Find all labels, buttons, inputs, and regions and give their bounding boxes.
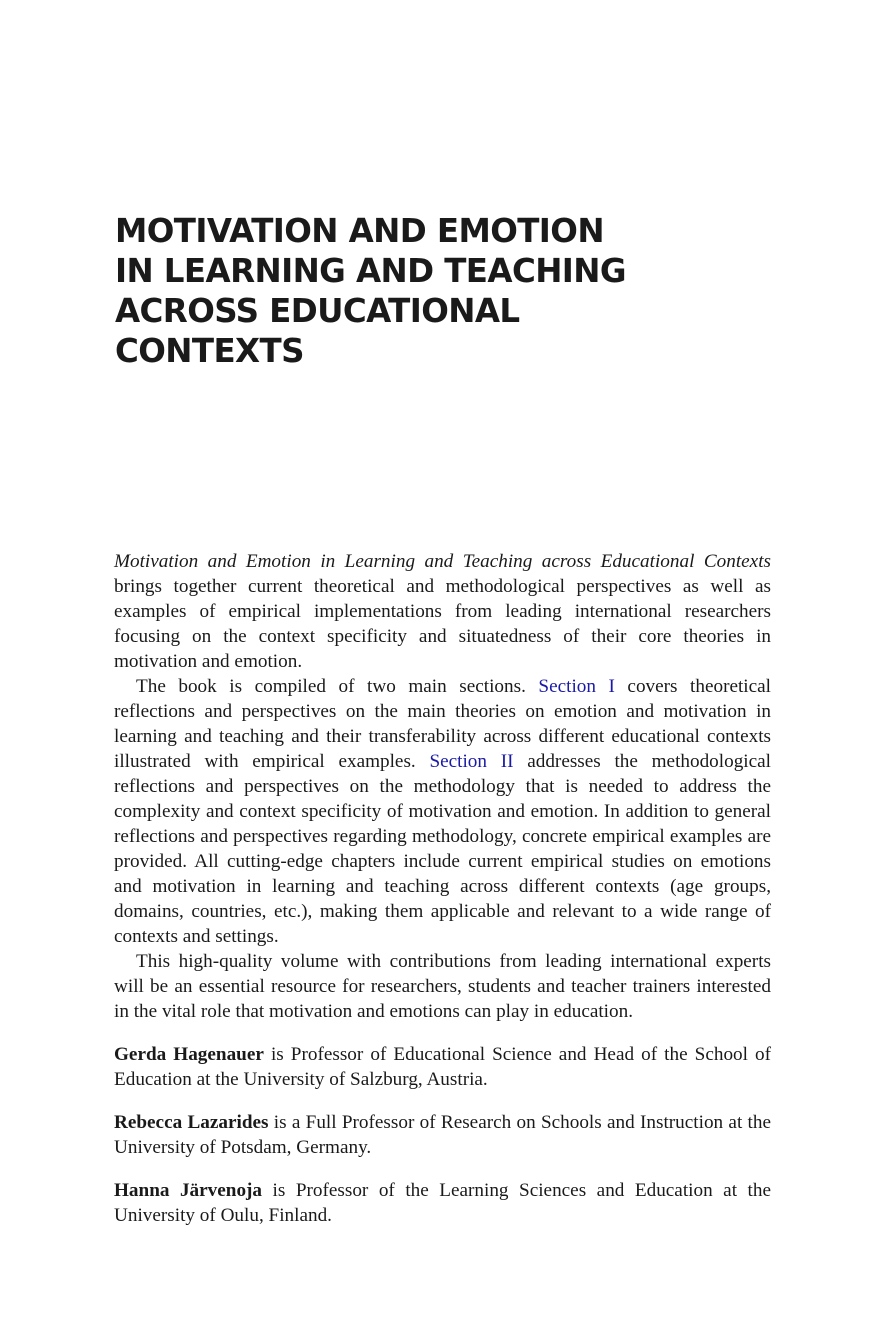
author-bio-lazarides <box>114 1110 771 1160</box>
description-paragraph-2 <box>114 674 771 949</box>
description-paragraph-3: This high-quality volume with contributions from leading international experts will be an essential resource for researchers, students and teacher trainers interested in the vital role that motivation and emotions can play in education. <box>114 951 771 1022</box>
title-line: MOTIVATION AND EMOTION <box>115 212 604 250</box>
author-bio-text: is a Full Professor of Research on Schools and Instruction at the University of Potsdam, Germany. <box>114 1112 771 1158</box>
title-line: IN LEARNING AND TEACHING <box>115 252 626 290</box>
author-name: Hanna Järvenoja <box>114 1180 263 1201</box>
author-bio-hagenauer <box>114 1042 771 1092</box>
description-text: The book is compiled of two main sections. <box>136 676 539 697</box>
section-2-link[interactable]: Section II <box>429 751 514 772</box>
author-bio-text: is Professor of the Learning Sciences and Education at the University of Oulu, Finland. <box>114 1180 771 1226</box>
book-title <box>115 211 735 371</box>
author-name: Gerda Hagenauer <box>114 1044 264 1065</box>
title-line: ACROSS EDUCATIONAL <box>115 292 520 330</box>
book-description <box>114 549 771 1228</box>
book-title-italic: Motivation and Emotion in Learning and Teaching across Educational Contexts <box>114 551 771 572</box>
description-text: brings together current theoretical and methodological perspectives as well as examples of empirical implementations from leading international researchers focusing on the context specificity and situatedness of their core theories in motivation and emotion. <box>114 576 771 672</box>
title-line: CONTEXTS <box>115 332 304 370</box>
author-name: Rebecca Lazarides <box>114 1112 269 1133</box>
author-bio-text: is Professor of Educational Science and Head of the School of Education at the University of Salzburg, Austria. <box>114 1044 772 1090</box>
section-1-link[interactable]: Section I <box>538 676 615 697</box>
description-paragraph-1 <box>114 549 771 674</box>
description-text: addresses the methodological reflections and perspectives on the methodology that is needed to address the complexity and context specificity of motivation and emotion. In addition to general reflections and perspectives regarding methodology, concrete empirical examples are provided. All cutting-edge chapters include current empirical studies on emotions and motivation in learning and teaching across different contexts (age groups, domains, countries, etc.), making them applicable and relevant to a wide range of contexts and settings. <box>114 751 771 947</box>
description-text: covers theoretical reflections and perspectives on the main theories on emotion and motivation in learning and teaching and their transferability across different educational contexts illustrated with empirical examples. <box>114 676 771 772</box>
author-bio-jarvenoja <box>114 1178 771 1228</box>
